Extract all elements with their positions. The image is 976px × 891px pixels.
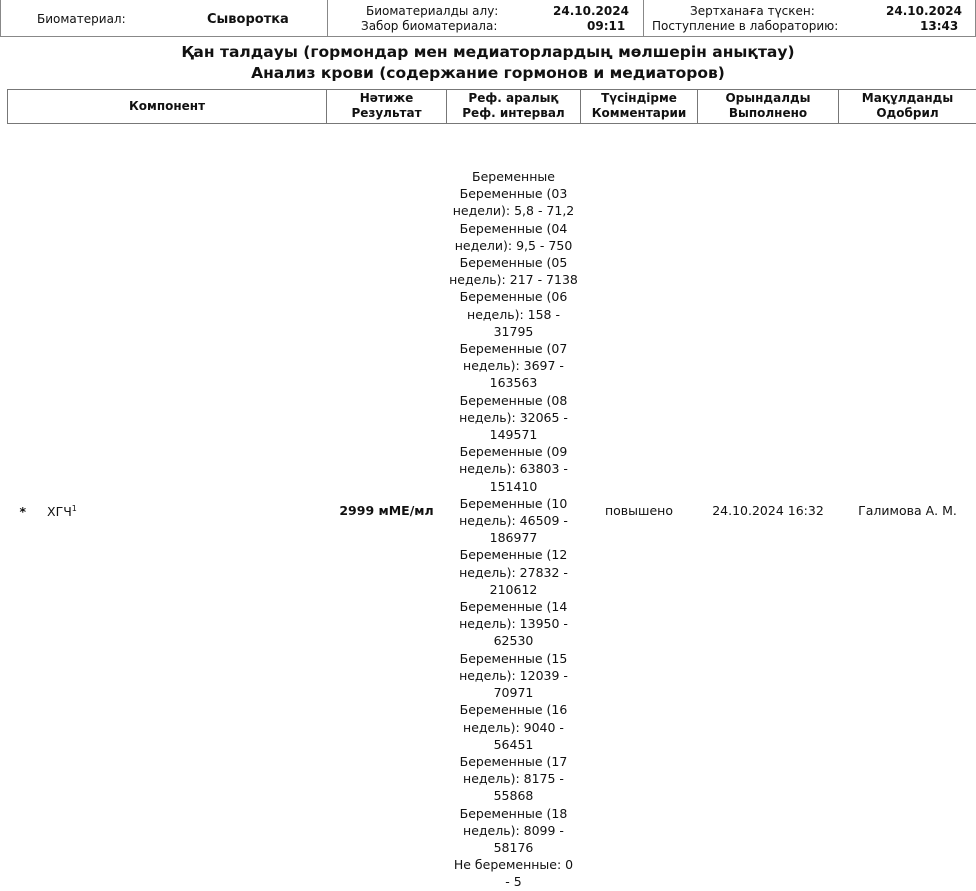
col-result-ru: Результат	[329, 106, 444, 121]
reference-line: недель): 3697 -	[447, 357, 581, 374]
reference-line: 62530	[447, 632, 581, 649]
reference-line: недель): 8175 -	[447, 770, 581, 787]
approved-by-value: Галимова А. М.	[839, 124, 976, 891]
reference-line: 210612	[447, 581, 581, 598]
component-name: ХГЧ	[47, 504, 72, 519]
specimen-header	[0, 0, 976, 38]
collection-time: 09:11	[587, 19, 625, 34]
performed-value: 24.10.2024 16:32	[698, 124, 839, 891]
col-performed-kz: Орындалды	[700, 91, 836, 106]
reference-line: Беременные (10	[447, 495, 581, 512]
received-time: 13:43	[920, 19, 958, 34]
reference-line: 151410	[447, 478, 581, 495]
reference-line: Беременные (03	[447, 185, 581, 202]
reference-line: недель): 46509 -	[447, 512, 581, 529]
col-reference-ru: Реф. интервал	[449, 106, 578, 121]
received-label-kz: Зертханаға түскен:	[690, 4, 815, 19]
reference-line: Беременные (06	[447, 288, 581, 305]
reference-line: недель): 158 -	[447, 306, 581, 323]
reference-line: недель): 217 - 7138	[447, 271, 581, 288]
reference-line: недели): 5,8 - 71,2	[447, 202, 581, 219]
reference-line: Беременные (17	[447, 753, 581, 770]
col-approved	[839, 90, 976, 124]
reference-line: 186977	[447, 529, 581, 546]
reference-line: Не беременные: 0	[447, 856, 581, 873]
reference-line: недель): 8099 -	[447, 822, 581, 839]
reference-line: 55868	[447, 787, 581, 804]
reference-line: 70971	[447, 684, 581, 701]
biomaterial-value: Сыворотка	[207, 12, 289, 27]
reference-line: 163563	[447, 374, 581, 391]
collection-label-kz: Биоматериалды алу:	[366, 4, 498, 19]
reference-line: Беременные (09	[447, 443, 581, 460]
reference-line: недели): 9,5 - 750	[447, 237, 581, 254]
reference-line: Беременные (12	[447, 546, 581, 563]
col-approved-ru: Одобрил	[841, 106, 974, 121]
biomaterial-label: Биоматериал:	[37, 12, 126, 27]
col-result	[327, 90, 447, 124]
reference-line: Беременные	[447, 168, 581, 185]
col-comment-kz: Түсіндірме	[583, 91, 695, 106]
reference-line: Беременные (05	[447, 254, 581, 271]
component-cell	[8, 124, 327, 891]
reference-line: недель): 32065 -	[447, 409, 581, 426]
reference-line: 31795	[447, 323, 581, 340]
significance-marker: *	[20, 504, 27, 519]
results-table	[7, 89, 976, 891]
reference-line: Беременные (18	[447, 805, 581, 822]
received-date: 24.10.2024	[886, 4, 962, 19]
table-row	[8, 124, 976, 891]
col-component: Компонент	[8, 90, 327, 124]
reference-line: 149571	[447, 426, 581, 443]
table-header-row	[8, 90, 976, 124]
col-reference-kz: Реф. аралық	[449, 91, 578, 106]
reference-line: Беременные (08	[447, 392, 581, 409]
col-approved-kz: Мақұлданды	[841, 91, 974, 106]
received-label-ru: Поступление в лабораторию:	[652, 19, 838, 34]
reference-line: Беременные (07	[447, 340, 581, 357]
reference-line: Беременные (16	[447, 701, 581, 718]
reference-line: Беременные (04	[447, 220, 581, 237]
col-result-kz: Нәтиже	[329, 91, 444, 106]
reference-line: Беременные (15	[447, 650, 581, 667]
reference-line: - 5	[447, 873, 581, 890]
reference-line: 58176	[447, 839, 581, 856]
reference-interval-cell	[447, 124, 581, 891]
reference-line: недель): 63803 -	[447, 460, 581, 477]
reference-line: недель): 27832 -	[447, 564, 581, 581]
col-performed-ru: Выполнено	[700, 106, 836, 121]
col-comment-ru: Комментарии	[583, 106, 695, 121]
collection-label-ru: Забор биоматериала:	[361, 19, 497, 34]
reference-line: недель): 13950 -	[447, 615, 581, 632]
collection-date: 24.10.2024	[553, 4, 629, 19]
col-comment	[581, 90, 698, 124]
reference-line: 56451	[447, 736, 581, 753]
document-title-ru: Анализ крови (содержание гормонов и медиаторов)	[0, 64, 976, 82]
result-value: 2999 мМЕ/мл	[327, 124, 447, 891]
reference-line: недель): 12039 -	[447, 667, 581, 684]
col-reference	[447, 90, 581, 124]
col-performed	[698, 90, 839, 124]
reference-line: Беременные (14	[447, 598, 581, 615]
document-title-kz: Қан талдауы (гормондар мен медиаторлардың мөлшерін анықтау)	[0, 43, 976, 61]
comment-value: повышено	[581, 124, 698, 891]
component-footnote: 1	[72, 504, 77, 513]
reference-line: недель): 9040 -	[447, 719, 581, 736]
